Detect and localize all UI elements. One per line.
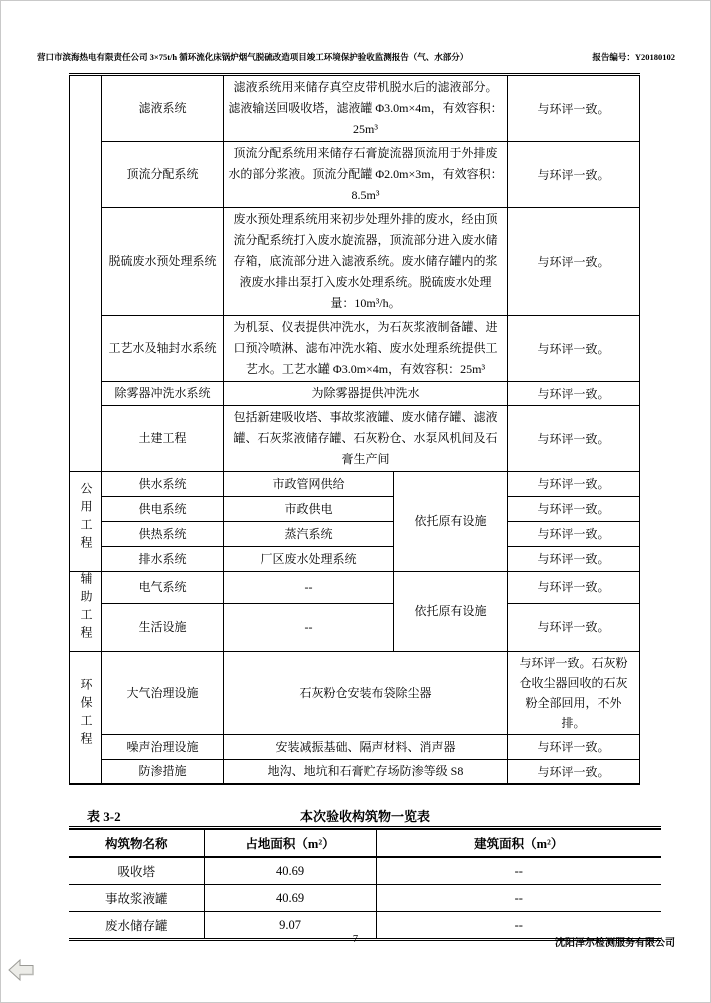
page-header bbox=[37, 51, 675, 63]
page-footer bbox=[1, 934, 710, 950]
system-label: 噪声治理设施 bbox=[102, 735, 224, 760]
group-label-auxiliary-works: 辅助工程 bbox=[70, 572, 102, 652]
system-description: 包括新建吸收塔、事故浆液罐、废水储存罐、滤液罐、石灰浆液储存罐、石灰粉仓、水泵风机间及石膏生产间 bbox=[224, 406, 508, 472]
back-arrow-icon[interactable] bbox=[8, 957, 36, 983]
system-description: 石灰粉仓安装布袋除尘器 bbox=[224, 652, 508, 735]
eia-remark: 与环评一致。 bbox=[508, 497, 640, 522]
system-label: 供水系统 bbox=[102, 472, 224, 497]
table-row bbox=[70, 316, 640, 382]
structure-name: 废水储存罐 bbox=[104, 919, 168, 933]
system-label: 供热系统 bbox=[102, 522, 224, 547]
system-label: 顶流分配系统 bbox=[102, 142, 224, 208]
system-description: 为除雾器提供冲洗水 bbox=[224, 382, 508, 406]
system-description: 地沟、地坑和石膏贮存场防渗等级 S8 bbox=[224, 760, 508, 785]
system-label: 电气系统 bbox=[102, 572, 224, 604]
eia-remark: 与环评一致。 bbox=[508, 547, 640, 572]
table-row bbox=[70, 472, 640, 497]
system-label: 滤液系统 bbox=[102, 75, 224, 142]
column-header-building-area: 建筑面积（m²） bbox=[376, 829, 661, 857]
project-components-table bbox=[69, 73, 640, 785]
eia-remark: 与环评一致。 bbox=[508, 760, 640, 785]
eia-remark: 与环评一致。 bbox=[508, 472, 640, 497]
system-description: 为机泵、仪表提供冲洗水，为石灰浆液制备罐、进口预冷喷淋、滤布冲洗水箱、废水处理系统提供工艺水。工艺水罐 Φ3.0m×4m，有效容积：25m³ bbox=[224, 316, 508, 382]
system-label: 供电系统 bbox=[102, 497, 224, 522]
group-label-public-works: 公用工程 bbox=[70, 472, 102, 572]
system-description: 废水预处理系统用来初步处理外排的废水，经由顶流分配系统打入废水旋流器，顶流部分进入废水储存箱，底流部分进入滤液系统。废水储存罐内的浆液废水排出泵打入废水处理系统。脱硫废水处理量：10m³/h。 bbox=[224, 208, 508, 316]
system-description: 顶流分配系统用来储存石膏旋流器顶流用于外排废水的部分浆液。顶流分配罐 Φ2.0m×3m，有效容积：8.5m³ bbox=[224, 142, 508, 208]
footprint-area: 9.07 bbox=[204, 912, 376, 940]
table-row bbox=[70, 382, 640, 406]
footer-company-name: 沈阳泽尔检测服务有限公司 bbox=[555, 938, 675, 949]
system-description: 安装减振基础、隔声材料、消声器 bbox=[224, 735, 508, 760]
system-label: 排水系统 bbox=[102, 547, 224, 572]
table-row bbox=[70, 142, 640, 208]
system-description: -- bbox=[224, 603, 394, 651]
column-header-structure-name: 构筑物名称 bbox=[69, 829, 204, 857]
eia-remark: 与环评一致。 bbox=[508, 316, 640, 382]
table-row bbox=[70, 735, 640, 760]
group-label-environmental-works: 环保工程 bbox=[70, 652, 102, 785]
table-row bbox=[70, 522, 640, 547]
column-header-footprint-area: 占地面积（m²） bbox=[204, 829, 376, 857]
table-row bbox=[70, 75, 640, 142]
table-row bbox=[70, 406, 640, 472]
system-label: 防渗措施 bbox=[102, 760, 224, 785]
footprint-area: 40.69 bbox=[204, 857, 376, 885]
structure-name: 事故浆液罐 bbox=[69, 885, 204, 912]
header-title: 营口市滨海热电有限责任公司 3×75t/h 循环流化床锅炉烟气脱硫改造项目竣工环境保护验收监测报告（气、水部分） bbox=[37, 52, 469, 62]
eia-remark: 与环评一致。 bbox=[508, 208, 640, 316]
table-row bbox=[70, 497, 640, 522]
system-label: 生活设施 bbox=[102, 603, 224, 651]
table-row bbox=[70, 760, 640, 785]
system-description: 厂区废水处理系统 bbox=[224, 547, 394, 572]
table-row bbox=[70, 652, 640, 735]
structure-name: 吸收塔 bbox=[69, 857, 204, 885]
eia-remark: 与环评一致。 bbox=[508, 382, 640, 406]
page-number: 7 bbox=[352, 934, 359, 945]
eia-remark: 与环评一致。 bbox=[508, 522, 640, 547]
system-label: 除雾器冲洗水系统 bbox=[102, 382, 224, 406]
eia-remark: 与环评一致。 bbox=[508, 572, 640, 604]
shared-facility-note: 依托原有设施 bbox=[394, 572, 508, 652]
eia-remark: 与环评一致。 bbox=[508, 406, 640, 472]
report-number: 报告编号：Y20180102 bbox=[592, 52, 675, 62]
table-3-2-label: 表 3-2 bbox=[87, 809, 121, 824]
building-area: -- bbox=[376, 912, 661, 940]
eia-remark: 与环评一致。 bbox=[508, 735, 640, 760]
building-area: -- bbox=[376, 885, 661, 912]
group-cell-continuation bbox=[70, 75, 102, 472]
system-label: 土建工程 bbox=[102, 406, 224, 472]
system-description: 市政管网供给 bbox=[224, 472, 394, 497]
table-row bbox=[70, 208, 640, 316]
shared-facility-note: 依托原有设施 bbox=[394, 472, 508, 572]
eia-remark: 与环评一致。 bbox=[508, 75, 640, 142]
table-3-2-title: 本次验收构筑物一览表 bbox=[299, 809, 430, 824]
table-row bbox=[70, 572, 640, 604]
system-label: 工艺水及轴封水系统 bbox=[102, 316, 224, 382]
structures-table-section bbox=[69, 809, 661, 941]
system-description: -- bbox=[224, 572, 394, 604]
system-label: 大气治理设施 bbox=[102, 652, 224, 735]
eia-remark: 与环评一致。 bbox=[508, 603, 640, 651]
footprint-area: 40.69 bbox=[204, 885, 376, 912]
table-row bbox=[69, 885, 661, 912]
table-3-2-titlebar bbox=[69, 809, 661, 827]
table-row bbox=[70, 547, 640, 572]
system-description: 蒸汽系统 bbox=[224, 522, 394, 547]
table-header-row bbox=[69, 829, 661, 857]
eia-remark: 与环评一致。石灰粉仓收尘器回收的石灰粉全部回用，不外排。 bbox=[508, 652, 640, 735]
system-description: 市政供电 bbox=[224, 497, 394, 522]
table-row bbox=[70, 603, 640, 651]
system-description: 滤液系统用来储存真空皮带机脱水后的滤液部分。滤液输送回吸收塔，滤液罐 Φ3.0m×4m，有效容积：25m³ bbox=[224, 75, 508, 142]
table-row bbox=[69, 857, 661, 885]
building-area: -- bbox=[376, 857, 661, 885]
eia-remark: 与环评一致。 bbox=[508, 142, 640, 208]
system-label: 脱硫废水预处理系统 bbox=[102, 208, 224, 316]
structures-table bbox=[69, 828, 661, 941]
